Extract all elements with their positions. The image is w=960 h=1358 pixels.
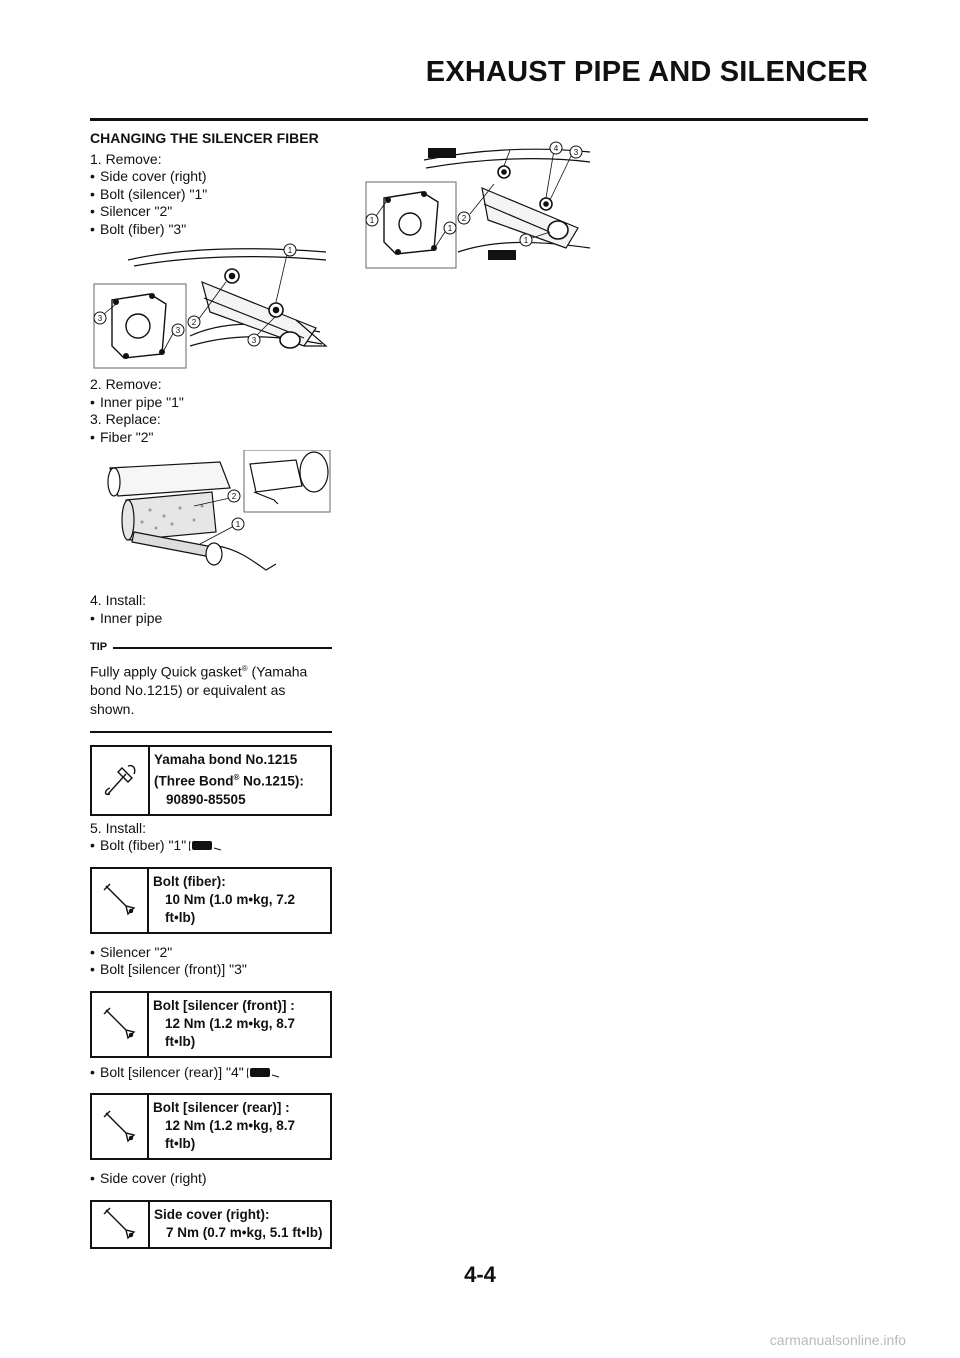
side-cover-spec-label: Side cover (right):	[154, 1206, 270, 1222]
silencer-removal-figure	[90, 242, 332, 370]
fig1-callout: 3	[97, 314, 103, 323]
title-rule	[90, 118, 868, 121]
new-bolt-mark	[428, 148, 456, 158]
torque-wrench-icon	[92, 1095, 149, 1158]
step-5-item: • Bolt [silencer (front)] "3"	[90, 961, 332, 979]
registered-mark: ®	[241, 663, 248, 673]
page-title: EXHAUST PIPE AND SILENCER	[425, 56, 868, 88]
step-2-label: 2. Remove:	[90, 376, 162, 392]
fig1-callout: 3	[251, 336, 257, 345]
fig2-callout: 1	[235, 520, 241, 529]
rear-bolt-spec-value: 12 Nm (1.2 m•kg, 8.7 ft•lb)	[165, 1118, 296, 1152]
step-1-item: • Bolt (fiber) "3"	[90, 221, 332, 239]
fig1-callout: 2	[191, 318, 197, 327]
fig3-callout: 1	[523, 236, 529, 245]
torque-wrench-icon	[92, 1202, 150, 1247]
tip-label: TIP	[90, 641, 108, 653]
step-1-item: • Silencer "2"	[90, 203, 332, 221]
step-5-item	[90, 1064, 332, 1082]
fig2-callout: 2	[231, 492, 237, 501]
fiber-bolt-spec-box	[90, 867, 332, 934]
torque-wrench-icon	[92, 869, 149, 932]
rear-bolt-spec-label: Bolt [silencer (rear)] :	[153, 1100, 290, 1116]
page-number: 4-4	[464, 1262, 496, 1287]
bond-spec-line2a: (Three Bond	[154, 773, 234, 789]
new-bolt-icon	[247, 1066, 281, 1080]
step-3-item: • Fiber "2"	[90, 429, 332, 447]
section-heading: CHANGING THE SILENCER FIBER	[90, 130, 319, 146]
step-5-item	[90, 837, 332, 855]
bond-spec-line1: Yamaha bond No.1215	[154, 752, 298, 768]
step-5-item-text: Bolt [silencer (rear)] "4"	[100, 1063, 244, 1080]
step-5-item: • Side cover (right)	[90, 1170, 332, 1188]
step-4-label: 4. Install:	[90, 592, 147, 608]
new-bolt-icon	[189, 839, 223, 853]
silencer-installation-figure	[364, 136, 594, 272]
step-1-item: • Side cover (right)	[90, 168, 332, 186]
sealant-icon	[92, 747, 150, 814]
front-bolt-spec-box	[90, 991, 332, 1058]
rear-bolt-spec-text	[149, 1095, 330, 1158]
fiber-bolt-spec-label: Bolt (fiber):	[153, 873, 226, 889]
watermark: carmanualsonline.info	[769, 1332, 906, 1348]
fig3-callout: 1	[447, 224, 453, 233]
fig3-callout: 2	[461, 214, 467, 223]
tip-text-a: Fully apply Quick gasket	[90, 663, 242, 680]
step-2-item: • Inner pipe "1"	[90, 394, 332, 412]
front-bolt-spec-label: Bolt [silencer (front)] :	[153, 997, 295, 1013]
step-1-label: 1. Remove:	[90, 150, 162, 167]
tip-rule	[113, 647, 332, 649]
side-cover-spec-box	[90, 1200, 332, 1249]
step-5-label: 5. Install:	[90, 819, 147, 836]
tip-text-b: (Yamaha bond No.1215) or equivalent as shown.	[90, 663, 308, 718]
step-5-item: • Silencer "2"	[90, 944, 332, 962]
step-4-item: • Inner pipe	[90, 610, 332, 628]
fiber-bolt-spec-text	[149, 869, 330, 932]
torque-wrench-icon	[92, 993, 149, 1056]
front-bolt-spec-value: 12 Nm (1.2 m•kg, 8.7 ft•lb)	[165, 1015, 296, 1049]
fig1-callout: 1	[287, 246, 293, 255]
bond-spec-line2b: No.1215):	[239, 773, 304, 789]
side-cover-spec-value: 7 Nm (0.7 m•kg, 5.1 ft•lb)	[166, 1224, 323, 1240]
step-1-item: • Bolt (silencer) "1"	[90, 186, 332, 204]
step-5-item-text: Bolt (fiber) "1"	[100, 837, 187, 854]
fiber-replacement-figure	[90, 450, 332, 586]
tip-text	[90, 659, 332, 720]
bond-spec-box	[90, 745, 332, 816]
fig3-callout: 4	[553, 144, 559, 153]
registered-mark: ®	[233, 773, 240, 783]
bond-spec-text	[150, 747, 308, 814]
step-3-label: 3. Replace:	[90, 411, 161, 427]
side-cover-spec-text	[150, 1202, 327, 1247]
fig3-callout: 1	[369, 216, 375, 225]
new-bolt-mark	[488, 250, 516, 260]
fig1-callout: 3	[175, 326, 181, 335]
bond-spec-value: 90890-85505	[166, 791, 246, 807]
tip-end-rule	[90, 731, 332, 733]
tip-heading	[90, 639, 332, 657]
fig3-callout: 3	[573, 148, 579, 157]
front-bolt-spec-text	[149, 993, 330, 1056]
fiber-bolt-spec-value: 10 Nm (1.0 m•kg, 7.2 ft•lb)	[165, 891, 296, 925]
rear-bolt-spec-box	[90, 1093, 332, 1160]
left-column	[90, 130, 332, 1249]
